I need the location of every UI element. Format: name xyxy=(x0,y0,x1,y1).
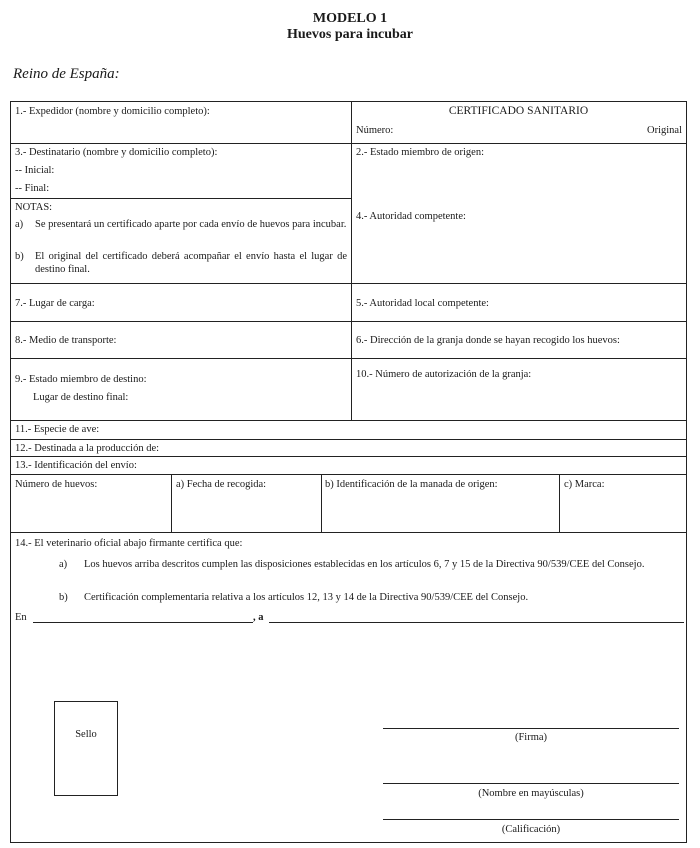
field-3-label: 3.- Destinatario (nombre y domicilio completo): xyxy=(15,147,218,158)
field-10-label: 10.- Número de autorización de la granja: xyxy=(356,369,532,380)
qualification-line xyxy=(383,819,679,820)
place-line xyxy=(33,622,253,623)
row-divider xyxy=(11,474,686,475)
field-3-initial: -- Inicial: xyxy=(15,165,55,176)
row-divider xyxy=(11,532,686,533)
row-divider xyxy=(11,198,351,199)
number-label: Número: xyxy=(356,125,394,136)
cert-a-marker: a) xyxy=(59,559,68,570)
cert-a-text: Los huevos arriba descritos cumplen las disposiciones establecidas en los artículos 6, 7 y 15 de la Directiva 90/539/CEE del Consejo. xyxy=(84,559,645,570)
field-9-label: 9.- Estado miembro de destino: xyxy=(15,374,147,385)
signature-caption: (Firma) xyxy=(514,732,548,743)
collection-date-label: a) Fecha de recogida: xyxy=(176,479,267,490)
field-12-label: 12.- Destinada a la producción de: xyxy=(15,443,160,454)
row-divider xyxy=(11,420,686,421)
note-b-text: El original del certificado deberá acompañar el envío hasta el lugar de destino final. xyxy=(35,251,347,275)
column-divider xyxy=(351,102,352,420)
note-a-text: Se presentará un certificado aparte por cada envío de huevos para incubar. xyxy=(35,219,347,230)
field-1-label: 1.- Expedidor (nombre y domicilio completo): xyxy=(15,106,210,117)
field-5-label: 5.- Autoridad local competente: xyxy=(356,298,489,309)
field-3-final: -- Final: xyxy=(15,183,50,194)
note-b-marker: b) xyxy=(15,251,24,262)
row-divider xyxy=(11,358,686,359)
field-4-label: 4.- Autoridad competente: xyxy=(356,211,466,222)
field-13-label: 13.- Identificación del envío: xyxy=(15,460,137,471)
signature-line xyxy=(383,728,679,729)
field-9-destination: Lugar de destino final: xyxy=(33,392,129,403)
egg-count-label: Número de huevos: xyxy=(15,479,98,490)
name-caption: (Nombre en mayúsculas) xyxy=(478,788,584,799)
row-divider xyxy=(11,143,686,144)
mark-label: c) Marca: xyxy=(564,479,605,490)
row-divider xyxy=(11,321,686,322)
date-line xyxy=(269,622,684,623)
place-label: En xyxy=(15,612,27,623)
original-label: Original xyxy=(647,125,682,136)
field-2-label: 2.- Estado miembro de origen: xyxy=(356,147,485,158)
certificate-form xyxy=(10,101,687,843)
stamp-box xyxy=(54,701,118,796)
flock-id-label: b) Identificación de la manada de origen: xyxy=(325,479,498,490)
field-6-label: 6.- Dirección de la granja donde se hayan recogido los huevos: xyxy=(356,335,620,346)
cert-b-marker: b) xyxy=(59,592,68,603)
column-divider xyxy=(559,474,560,532)
field-11-label: 11.- Especie de ave: xyxy=(15,424,100,435)
field-8-label: 8.- Medio de transporte: xyxy=(15,335,117,346)
certificate-title: CERTIFICADO SANITARIO xyxy=(448,105,589,117)
model-subtitle: Huevos para incubar xyxy=(286,27,413,42)
column-divider xyxy=(171,474,172,532)
field-7-label: 7.- Lugar de carga: xyxy=(15,298,95,309)
model-title: MODELO 1 xyxy=(312,11,388,26)
row-divider xyxy=(11,283,686,284)
qualification-caption: (Calificación) xyxy=(501,824,561,835)
note-a-marker: a) xyxy=(15,219,24,230)
notes-title: NOTAS: xyxy=(15,202,53,213)
stamp-label: Sello xyxy=(75,729,97,740)
field-14-label: 14.- El veterinario oficial abajo firmante certifica que: xyxy=(15,538,243,549)
date-label: , a xyxy=(253,612,264,623)
row-divider xyxy=(11,456,686,457)
cert-b-text: Certificación complementaria relativa a los artículos 12, 13 y 14 de la Directiva 90/539/CEE del Consejo. xyxy=(84,592,529,603)
name-line xyxy=(383,783,679,784)
column-divider xyxy=(321,474,322,532)
row-divider xyxy=(11,439,686,440)
country-label: Reino de España: xyxy=(13,66,120,82)
